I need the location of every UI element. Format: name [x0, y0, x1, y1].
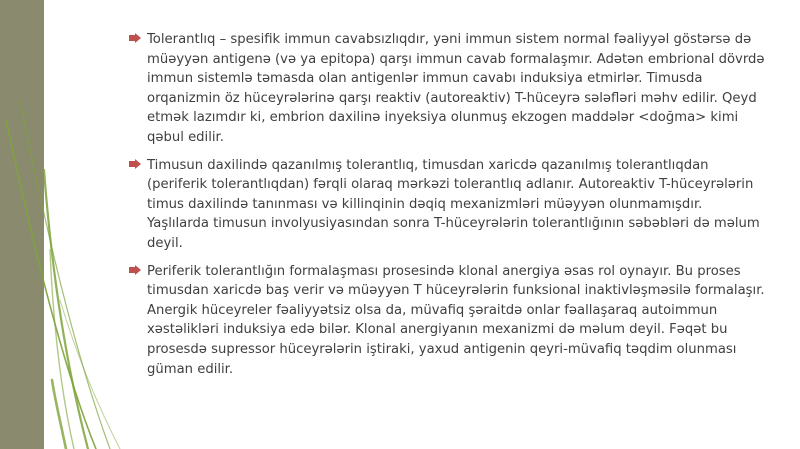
- decorative-lines: [0, 0, 140, 449]
- bullet-text: Tolerantlıq – spesifik immun cavabsızlıqdır, yəni immun sistem normal fəaliyyəl göstərsə də müəyyən antigenə (və ya epitopa) qarşı immun cavab formalaşmır. Adətən embrional dövrdə immun sistemlə təmasda olan antigenlər immun cavabı induksiya etmirlər. Timusda orqanizmin öz hüceyrələrinə qarşı reaktiv (autoreaktiv) T-hüceyrə sələfləri məhv edilir. Qeyd etmək lazımdır ki, embrion daxilinə inyeksiya olunmuş ekzogen maddələr <doğma> kimi qəbul edilir.: [147, 32, 765, 145]
- arrow-bullet-icon: [129, 265, 141, 275]
- list-item: [128, 30, 768, 148]
- arrow-bullet-icon: [129, 159, 141, 169]
- bullet-text: Timusun daxilində qazanılmış tolerantlıq, timusdan xaricdə qazanılmış tolerantlıqdan (periferik tolerantlıqdan) fərqli olaraq mərkəzi tolerantlıq adlanır. Autoreaktiv T-hüceyrələrin timus daxilində tanınması və killinqinin dəqiq mexanizmləri müəyyən olunmamışdır. Yaşlılarda timusun involyusiyasından sonra T-hüceyrələrin tolerantlığının səbəbləri də məlum deyil.: [147, 157, 760, 251]
- bullet-list: [128, 30, 768, 387]
- list-item: [128, 262, 768, 380]
- bullet-text: Periferik tolerantlığın formalaşması prosesində klonal anergiya əsas rol oynayır. Bu proses timusdan xaricdə baş verir və müəyyən T hüceyrələrin funksional inaktivləşməsilə formalaşır. Anergik hüceyreler fəaliyyətsiz olsa da, müvafiq şəraitdə onlar fəallaşaraq autoimmun xəstəlikləri induksiya edə bilər. Klonal anergiyanın mexanizmi də məlum deyil. Fəqət bu prosesdə supressor hüceyrələrin iştiraki, yaxud antigenin qeyri-müvafiq təqdim olunması güman edilir.: [147, 263, 765, 377]
- arrow-bullet-icon: [129, 33, 141, 43]
- list-item: [128, 156, 768, 254]
